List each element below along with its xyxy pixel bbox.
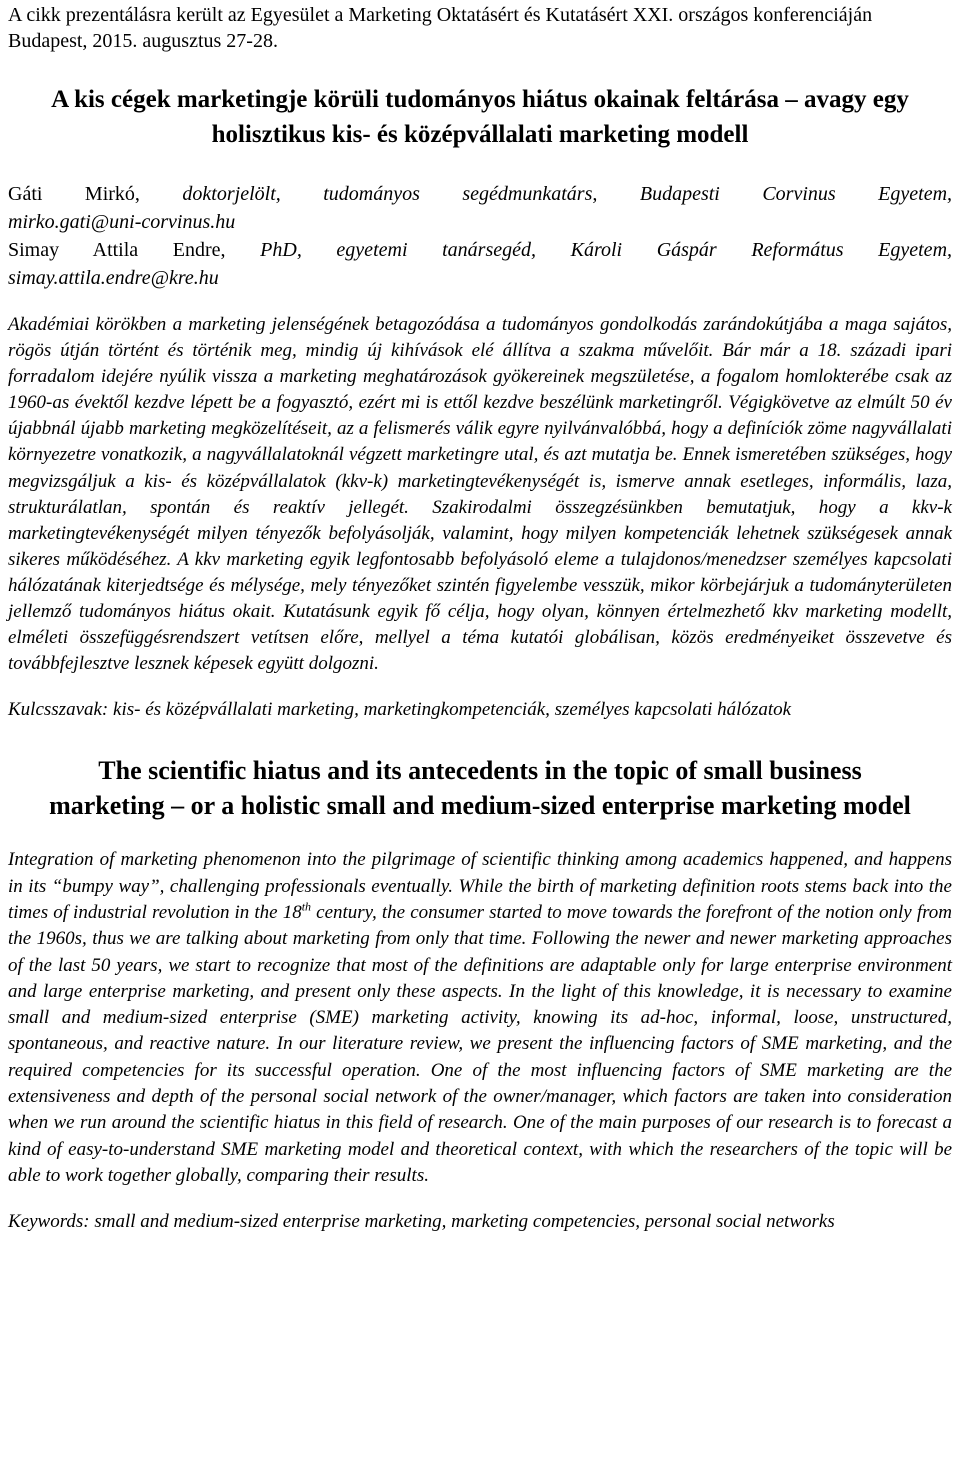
author-list xyxy=(8,180,952,292)
author-email-line xyxy=(8,264,952,292)
author-line xyxy=(8,180,952,208)
author-line xyxy=(8,236,952,264)
title-hungarian: A kis cégek marketingje körüli tudományos hiátus okainak feltárása – avagy egy holisztikus kis- és középvállalati marketing modell xyxy=(51,86,909,148)
author-email-line xyxy=(8,208,952,236)
author-affiliation: doktorjelölt, tudományos segédmunkatárs, Budapesti Corvinus Egyetem, xyxy=(139,183,953,205)
conference-header xyxy=(8,2,952,54)
title-english: The scientific hiatus and its antecedents in the topic of small business marketing – or a holistic small and medium-sized enterprise marketing model xyxy=(49,756,911,821)
abstract-english xyxy=(8,847,952,1189)
abstract-english-part2: century, the consumer started to move towards the forefront of the notion only from the 1960s, thus we are talking about marketing from only that time. Following the newer and newer marketing approaches of the last 50 years, we start to recognize that most of the definitions are adaptable only for large enterprise environment and large enterprise marketing, and present only these aspects. In the light of this knowledge, it is necessary to examine small and medium-sized enterprise (SME) marketing activity, knowing its ad-hoc, informal, loose, unstructured, spontaneous, and reactive nature. In our literature review, we present the influencing factors of SME marketing, and the required competencies for its successful operation. One of the most influencing factors of SME marketing are the extensiveness and depth of the personal social network of the owner/manager, which factors are taken into consideration when we run around the scientific hiatus in this field of research. One of the main purposes of our research is to forecast a kind of easy-to-understand SME marketing model and theoretical context, with which the researchers of the topic will be able to work together globally, comparing their results. xyxy=(8,901,953,1186)
author-name: Simay Attila Endre, xyxy=(8,239,226,261)
keywords-hungarian: Kulcsszavak: kis- és középvállalati marketing, marketingkompetenciák, személyes kapcsolati hálózatok xyxy=(8,699,792,721)
abstract-hungarian: Akadémiai körökben a marketing jelenségének betagozódása a tudományos gondolkodás zarándokútjába a maga sajátos, rögös útján történt és történik meg, mindig új kihívások elé állítva a szakma művelőit. Bár már a 18. századi ipari forradalom idejére nyúlik vissza a marketing meghatározások gyökereinek megszületése, a fogalom homlokterébe csak az 1960-as évektől kezdve lépett be a fogyasztó, ezért mi is ettől kezdve beszélünk marketingről. Végigkövetve az elmúlt 50 év újabbnál újabb marketing megközelítéseit, az a felismerés válik egyre nyilvánvalóbbá, hogy a definíciók zöme nagyvállalati környezetre vonatkozik, a nagyvállalatoknál végzett marketingre utal, és azt mutatja be. Ennek ismeretében szükséges, hogy megvizsgáljuk a kis- és középvállalatok (kkv-k) marketingtevékenységét is, ismerve annak esetleges, informális, laza, strukturálatlan, spontán és reaktív jellegét. Szakirodalmi összegzésünkben bemutatjuk, hogy a kkv-k marketingtevékenységét milyen tényezők befolyásolják, valamint, hogy milyen kompetenciák lehetnek szükségesek annak sikeres működéséhez. A kkv marketing egyik legfontosabb befolyásoló eleme a tulajdonos/menedzser személyes kapcsolati hálózatának kiterjedtsége és mélysége, mely tényezőket szintén figyelembe vesszük, mikor körbejárjuk a tudományterületen jellemző tudományos hiátus okait. Kutatásunk egyik fő célja, hogy olyan, könnyen értelmezhető kkv marketing modellt, elméleti összefüggésrendszert vetítsen előre, mellyel a téma kutatói globálisan, közös eredményeiket összevetve és továbbfejlesztve lesznek képesek együtt dolgozni. xyxy=(8,314,952,675)
author-affiliation: PhD, egyetemi tanársegéd, Károli Gáspár Református Egyetem, xyxy=(225,239,953,261)
conference-note: A cikk prezentálásra került az Egyesület a Marketing Oktatásért és Kutatásért XXI. országos konferenciáján xyxy=(8,4,873,26)
abstract-english-part1: Integration of marketing phenomenon into the pilgrimage of scientific thinking among academics happened, and happens in its “bumpy way”, challenging professionals eventually. While the birth of marketing definition roots stems back into the times of industrial revolution in the 18 xyxy=(8,849,952,923)
author-email: mirko.gati@uni-corvinus.hu xyxy=(8,211,236,233)
conference-date: Budapest, 2015. augusztus 27-28. xyxy=(8,30,278,52)
author-email: simay.attila.endre@kre.hu xyxy=(8,267,219,289)
author-name: Gáti Mirkó, xyxy=(8,183,140,205)
ordinal-suffix: th xyxy=(301,899,312,914)
document-page xyxy=(8,0,952,1235)
keywords-english: Keywords: small and medium-sized enterprise marketing, marketing competencies, personal social networks xyxy=(8,1211,835,1233)
